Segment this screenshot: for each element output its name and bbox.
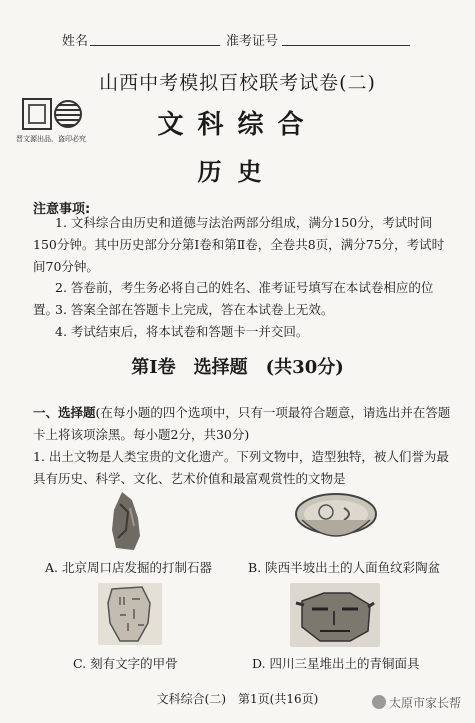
note-item: 1. 文科综合由历史和道德与法治两部分组成，满分150分，考试时间150分钟。其中历史部分分第Ⅰ卷和第Ⅱ卷，全卷共8页，满分75分，考试时间70分钟。 bbox=[33, 215, 445, 274]
part-instruction-text: (在每小题的四个选项中，只有一项最符合题意，请选出并在答题卡上将该项涂黑。每小题2分，共30分) bbox=[33, 405, 451, 442]
page-footer: 文科综合(二) 第1页(共16页) bbox=[156, 692, 319, 706]
name-blank bbox=[90, 45, 220, 46]
painted-pottery-basin-icon bbox=[292, 490, 380, 548]
notes-heading: 注意事项: bbox=[33, 202, 91, 217]
option-a: A. 北京周口店发掘的打制石器 bbox=[45, 560, 212, 575]
section-title: 第Ⅰ卷 选择题 (共30分) bbox=[131, 357, 344, 378]
wechat-icon bbox=[372, 695, 386, 709]
exam-subtitle: 山西中考模拟百校联考试卷(二) bbox=[99, 72, 376, 94]
stone-tool-icon bbox=[108, 490, 144, 552]
part-instruction bbox=[33, 402, 453, 446]
option-c: C. 刻有文字的甲骨 bbox=[73, 656, 178, 671]
exam-title: 文科综合 bbox=[157, 110, 318, 140]
bronze-mask-icon bbox=[290, 583, 380, 647]
name-label: 姓名 bbox=[62, 34, 89, 49]
note-item: 2. 答卷前，考生务必将自己的姓名、准考证号填写在本试卷相应的位置。 bbox=[33, 280, 434, 317]
watermark-text: 太原市家长帮 bbox=[389, 696, 462, 710]
oracle-bone-icon bbox=[98, 583, 162, 645]
question-1-stem: 1. 出土文物是人类宝贵的文化遗产。下列文物中，造型独特，被人们誉为最具有历史、科学、文化、艺术价值和最富观赏性的文物是 bbox=[33, 449, 449, 486]
note-item: 3. 答案全部在答题卡上完成，答在本试卷上无效。 bbox=[55, 302, 334, 317]
exam-id-blank bbox=[282, 45, 410, 46]
watermark bbox=[372, 694, 461, 711]
subject-title: 历史 bbox=[197, 157, 278, 186]
exam-id-label: 准考证号 bbox=[226, 34, 279, 49]
logo-caption: 晋文源出品，盗印必究 bbox=[16, 135, 86, 143]
option-b: B. 陕西半坡出土的人面鱼纹彩陶盆 bbox=[248, 560, 441, 575]
candidate-info-line bbox=[0, 30, 475, 50]
part-prefix: 一、选择题 bbox=[33, 405, 96, 420]
note-item: 4. 考试结束后，将本试卷和答题卡一并交回。 bbox=[55, 324, 309, 339]
option-d: D. 四川三星堆出土的青铜面具 bbox=[252, 656, 420, 671]
